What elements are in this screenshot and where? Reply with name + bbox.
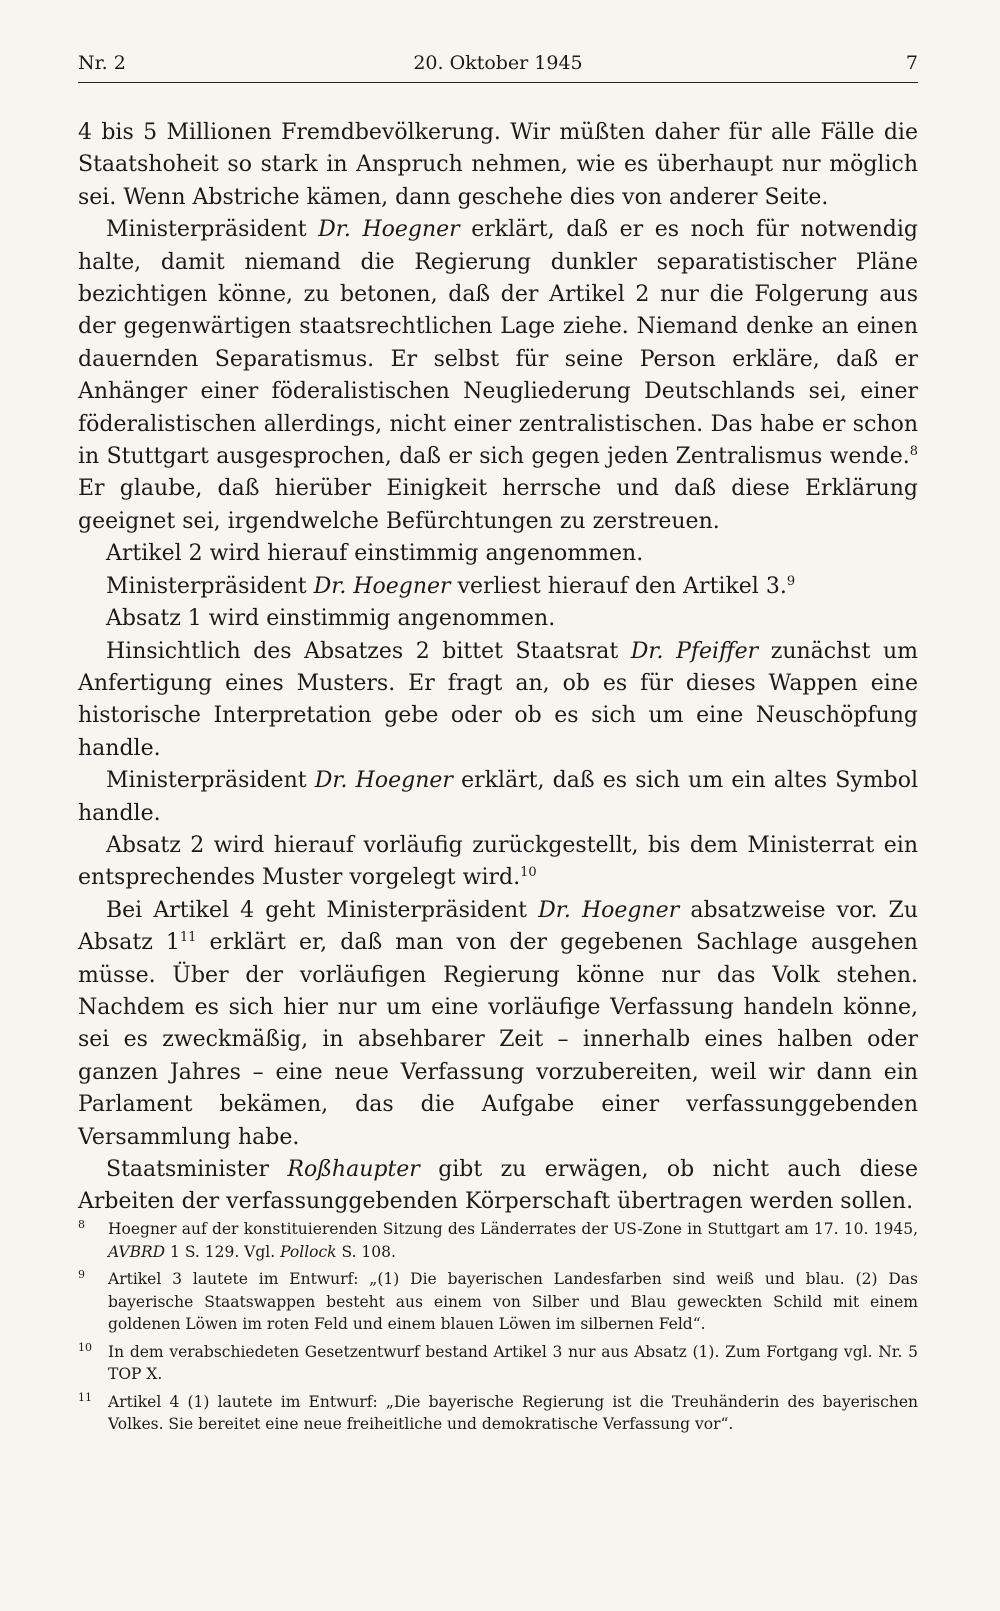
- italic-name: Dr. Hoegner: [318, 217, 460, 243]
- footnote: [78, 1391, 918, 1436]
- text-run: Ministerpräsident: [106, 573, 314, 599]
- text-run: erklärt, daß es sich um ein altes Symbol handle.: [78, 768, 918, 826]
- page-header: [78, 48, 918, 83]
- footnote: [78, 1218, 918, 1263]
- paragraph: [78, 895, 918, 1154]
- footnote: [78, 1268, 918, 1336]
- header-date: 20. Oktober 1945: [413, 52, 583, 74]
- paragraph: [78, 636, 918, 766]
- text-run: S. 108.: [336, 1242, 396, 1261]
- footnote-ref: 8: [909, 444, 918, 460]
- footnote-number: 11: [78, 1390, 92, 1404]
- text-run: Hinsichtlich des Absatzes 2 bittet Staatsrat: [106, 638, 631, 664]
- italic-name: Dr. Hoegner: [538, 897, 680, 923]
- italic-name: Pollock: [280, 1242, 337, 1261]
- text-run: Er glaube, daß hierüber Einigkeit herrsche und daß diese Erklärung geeignet sei, irgendwelche Befürchtungen zu zerstreuen.: [78, 476, 918, 534]
- text-run: zunächst um Anfertigung eines Musters. Er fragt an, ob es für dieses Wappen eine historische Interpretation gebe oder ob es sich um eine Neuschöpfung handle.: [78, 638, 918, 761]
- page-number: 7: [905, 52, 918, 74]
- footnotes: [78, 1218, 918, 1441]
- footnote: [78, 1341, 918, 1386]
- footnote-ref: 10: [520, 865, 537, 881]
- footnote-ref: 11: [179, 930, 197, 946]
- paragraph: [78, 765, 918, 830]
- text-run: Staatsminister: [106, 1157, 288, 1182]
- footnote-ref: 9: [786, 573, 796, 589]
- text-run: 4 bis 5 Millionen Fremdbevölkerung. Wir müßten daher für alle Fälle die Staatshoheit so stark in Anspruch nehmen, wie es überhaupt nur möglich sei. Wenn Abstriche kämen, dann geschehe dies von anderer Seite.: [78, 120, 918, 210]
- italic-name: AVBRD: [108, 1242, 166, 1261]
- footnote-number: 10: [78, 1340, 92, 1354]
- text-run: Artikel 4 (1) lautete im Entwurf: „Die bayerische Regierung ist die Treuhänderin des bayerischen Volkes. Sie bereitet eine neue freiheitliche und demokratische Verfassung vor“.: [108, 1392, 918, 1433]
- paragraph: [78, 571, 918, 603]
- text-run: Absatz 2 wird hierauf vorläufig zurückgestellt, bis dem Ministerrat ein entsprechendes Muster vorgelegt wird.: [78, 832, 918, 891]
- paragraph: [78, 603, 918, 635]
- text-run: erklärt er, daß man von der gegebenen Sachlage ausgehen müsse. Über der vorläufigen Regierung könne nur das Volk stehen. Nachdem es sich hier nur um eine vorläufige Verfassung handeln könne, sei es zweckmäßig, in absehbarer Zeit – innerhalb eines halben oder ganzen Jahres – eine neue Verfassung vorzubereiten, weil wir dann ein Parlament bekämen, das die Aufgabe einer verfassunggebenden Versammlung habe.: [78, 930, 918, 1150]
- paragraph: [78, 117, 918, 214]
- italic-name: Dr. Pfeiffer: [630, 638, 759, 664]
- text-run: Ministerpräsident: [106, 768, 315, 794]
- italic-name: Dr. Hoegner: [313, 573, 451, 599]
- issue-number: Nr. 2: [78, 52, 126, 74]
- text-run: Ministerpräsident: [106, 217, 319, 243]
- italic-name: Roßhaupter: [287, 1157, 420, 1182]
- footnote-number: 8: [78, 1218, 85, 1231]
- paragraph: [78, 830, 918, 895]
- text-run: Artikel 3 lautete im Entwurf: „(1) Die bayerischen Landesfarben sind weiß und blau. (2) Das bayerische Staatswappen besteht aus einem von Silber und Blau geweckten Schild mit einem goldenen Löwen im roten Feld und einem blauen Löwen im silbernen Feld“.: [108, 1270, 918, 1333]
- text-run: 1 S. 129. Vgl.: [165, 1242, 281, 1261]
- italic-name: Dr. Hoegner: [314, 768, 453, 794]
- text-run: Absatz 1 wird einstimmig angenommen.: [106, 606, 556, 632]
- footnote-number: 9: [78, 1268, 85, 1281]
- main-text: [78, 117, 918, 1219]
- paragraph: [78, 214, 918, 538]
- text-run: erklärt, daß er es noch für notwendig halte, damit niemand die Regierung dunkler separatistischer Pläne bezichtigen könne, zu betonen, daß der Artikel 2 nur die Folgerung aus der gegenwärtigen staatsrechtlichen Lage ziehe. Niemand denke an einen dauernden Separatismus. Er selbst für seine Person erkläre, daß er Anhänger einer föderalistischen Neugliederung Deutschlands sei, einer föderalistischen allerdings, nicht einer zentralistischen. Das habe er schon in Stuttgart ausgesprochen, daß er sich gegen jeden Zentralismus wende.: [78, 217, 918, 470]
- paragraph: [78, 538, 918, 570]
- text-run: verliest hierauf den Artikel 3.: [450, 573, 787, 599]
- text-run: Artikel 2 wird hierauf einstimmig angenommen.: [106, 541, 644, 567]
- text-run: gibt zu erwägen, ob nicht auch diese Arbeiten der verfassunggebenden Körperschaft übertragen werden sollen.: [78, 1157, 918, 1215]
- text-run: In dem verabschiedeten Gesetzentwurf bestand Artikel 3 nur aus Absatz (1). Zum Fortgang vgl. Nr. 5 TOP X.: [108, 1342, 918, 1383]
- text-run: Bei Artikel 4 geht Ministerpräsident: [106, 897, 539, 923]
- paragraph: [78, 1154, 918, 1219]
- text-run: absatzweise vor. Zu Absatz 1: [78, 897, 918, 956]
- text-run: Hoegner auf der konstituierenden Sitzung des Länderrates der US-Zone in Stuttgart am 17. 10. 1945,: [108, 1220, 918, 1238]
